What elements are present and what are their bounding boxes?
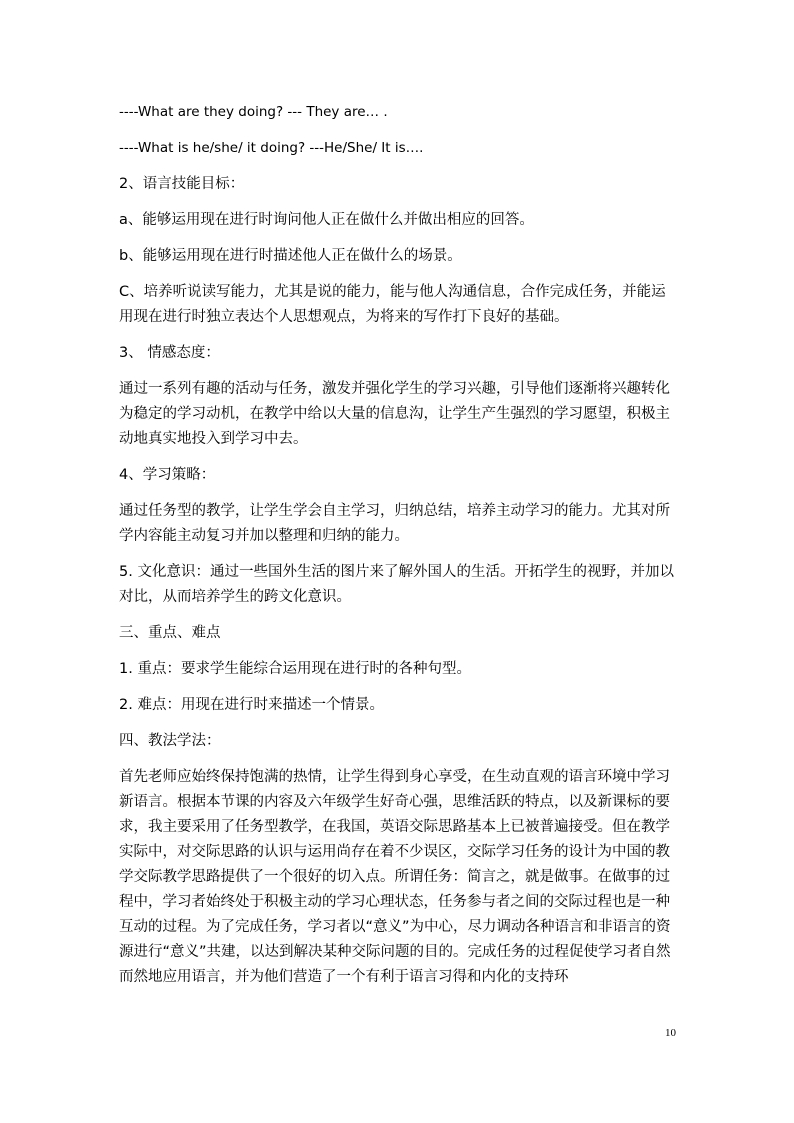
skill-item-a: a、能够运用现在进行时询问他人正在做什么并做出相应的回答。	[119, 212, 534, 228]
section-heading-attitude: 3、 情感态度：	[119, 345, 220, 361]
section-heading-methods: 四、教法学法：	[119, 733, 221, 749]
attitude-paragraph: 通过一系列有趣的活动与任务，激发并强化学生的学习兴趣，引导他们逐渐将兴趣转化为稳定的学习动机，在教学中给以大量的信息沟，让学生产生强烈的学习愿望，积极主动地真实地投入到学习中去。	[119, 381, 670, 447]
skill-item-b: b、能够运用现在进行时描述他人正在做什么的场景。	[119, 248, 462, 264]
key-point-item-2: 2. 难点：用现在进行时来描述一个情景。	[119, 697, 384, 713]
culture-paragraph: 5. 文化意识：通过一些国外生活的图片来了解外国人的生活。开拓学生的视野，并加以对比，从而培养学生的跨文化意识。	[119, 564, 674, 605]
key-point-item-1: 1. 重点：要求学生能综合运用现在进行时的各种句型。	[119, 661, 471, 677]
section-heading-key-points: 三、重点、难点	[119, 625, 221, 641]
dialogue-line-they: ----What are they doing? --- They are… .	[119, 104, 388, 120]
section-heading-strategy: 4、学习策略：	[119, 467, 216, 483]
document-body	[119, 100, 679, 1001]
page-number: 10	[665, 1027, 676, 1039]
section-heading-language-skills: 2、语言技能目标：	[119, 176, 245, 192]
dialogue-line-he-she-it: ----What is he/she/ it doing? ---He/She/ It is….	[119, 140, 424, 156]
methods-paragraph: 首先老师应始终保持饱满的热情，让学生得到身心享受，在生动直观的语言环境中学习新语言。根据本节课的内容及六年级学生好奇心强，思维活跃的特点，以及新课标的要求，我主要采用了任务型教学，在我国，英语交际思路基本上已被普遍接受。但在教学实际中，对交际思路的认识与运用尚存在着不少误区，交际学习任务的设计为中国的教学交际教学思路提供了一个很好的切入点。所谓任务：简言之，就是做事。在做事的过程中，学习者始终处于积极主动的学习心理状态，任务参与者之间的交际过程也是一种互动的过程。为了完成任务，学习者以“意义”为中心，尽力调动各种语言和非语言的资源进行“意义”共建，以达到解决某种交际问题的目的。完成任务的过程促使学习者自然而然地应用语言，并为他们营造了一个有利于语言习得和内化的支持环	[119, 769, 671, 985]
skill-item-c: C、培养听说读写能力，尤其是说的能力，能与他人沟通信息，合作完成任务，并能运用现在进行时独立表达个人思想观点，为将来的写作打下良好的基础。	[119, 284, 666, 325]
strategy-paragraph: 通过任务型的教学，让学生学会自主学习，归纳总结，培养主动学习的能力。尤其对所学内容能主动复习并加以整理和归纳的能力。	[119, 503, 670, 544]
